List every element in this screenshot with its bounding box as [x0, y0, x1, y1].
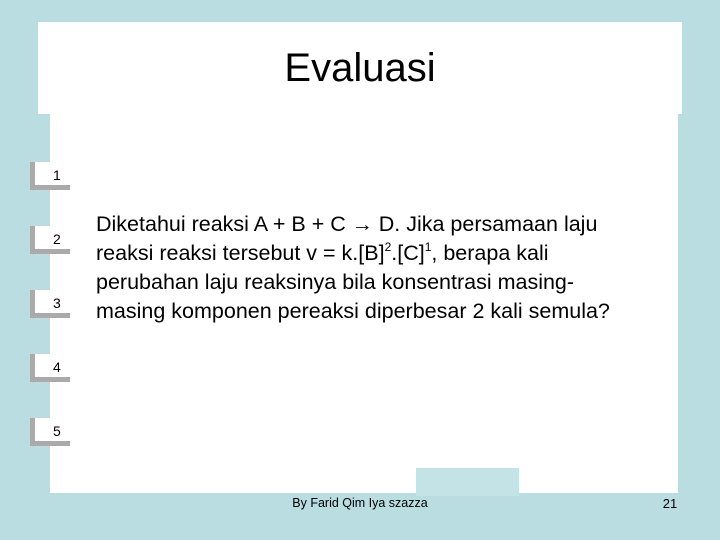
question-part-2: D. Jika persamaan laju reaksi reaksi tersebut v = k.[B] [96, 212, 598, 265]
tab-2[interactable] [30, 226, 70, 254]
exponent-c: 1 [424, 240, 432, 254]
tab-label: 2 [53, 231, 61, 247]
question-part-3: .[C] [391, 241, 425, 265]
slide-title: Evaluasi [284, 46, 436, 90]
tab-label: 4 [53, 359, 61, 375]
footer-credit: By Farid Qim Iya szazza [292, 496, 428, 510]
tab-label: 1 [53, 167, 61, 183]
tab-5[interactable] [30, 418, 70, 446]
question-part-4: , berapa kali perubahan laju reaksinya bila konsentrasi masing-masing komponen pereaksi diperbesar 2 kali semula? [96, 241, 610, 323]
decorative-strip [416, 468, 519, 496]
tab-label: 3 [53, 295, 61, 311]
question-text [96, 210, 626, 326]
tab-4[interactable] [30, 354, 70, 382]
question-part-1: Diketahui reaksi A + B + C [96, 212, 352, 236]
tab-3[interactable] [30, 290, 70, 318]
page-number: 21 [662, 496, 678, 511]
exponent-b: 2 [384, 240, 392, 254]
tab-label: 5 [53, 423, 61, 439]
arrow-right-icon: → [351, 213, 373, 236]
tab-1[interactable] [30, 162, 70, 190]
